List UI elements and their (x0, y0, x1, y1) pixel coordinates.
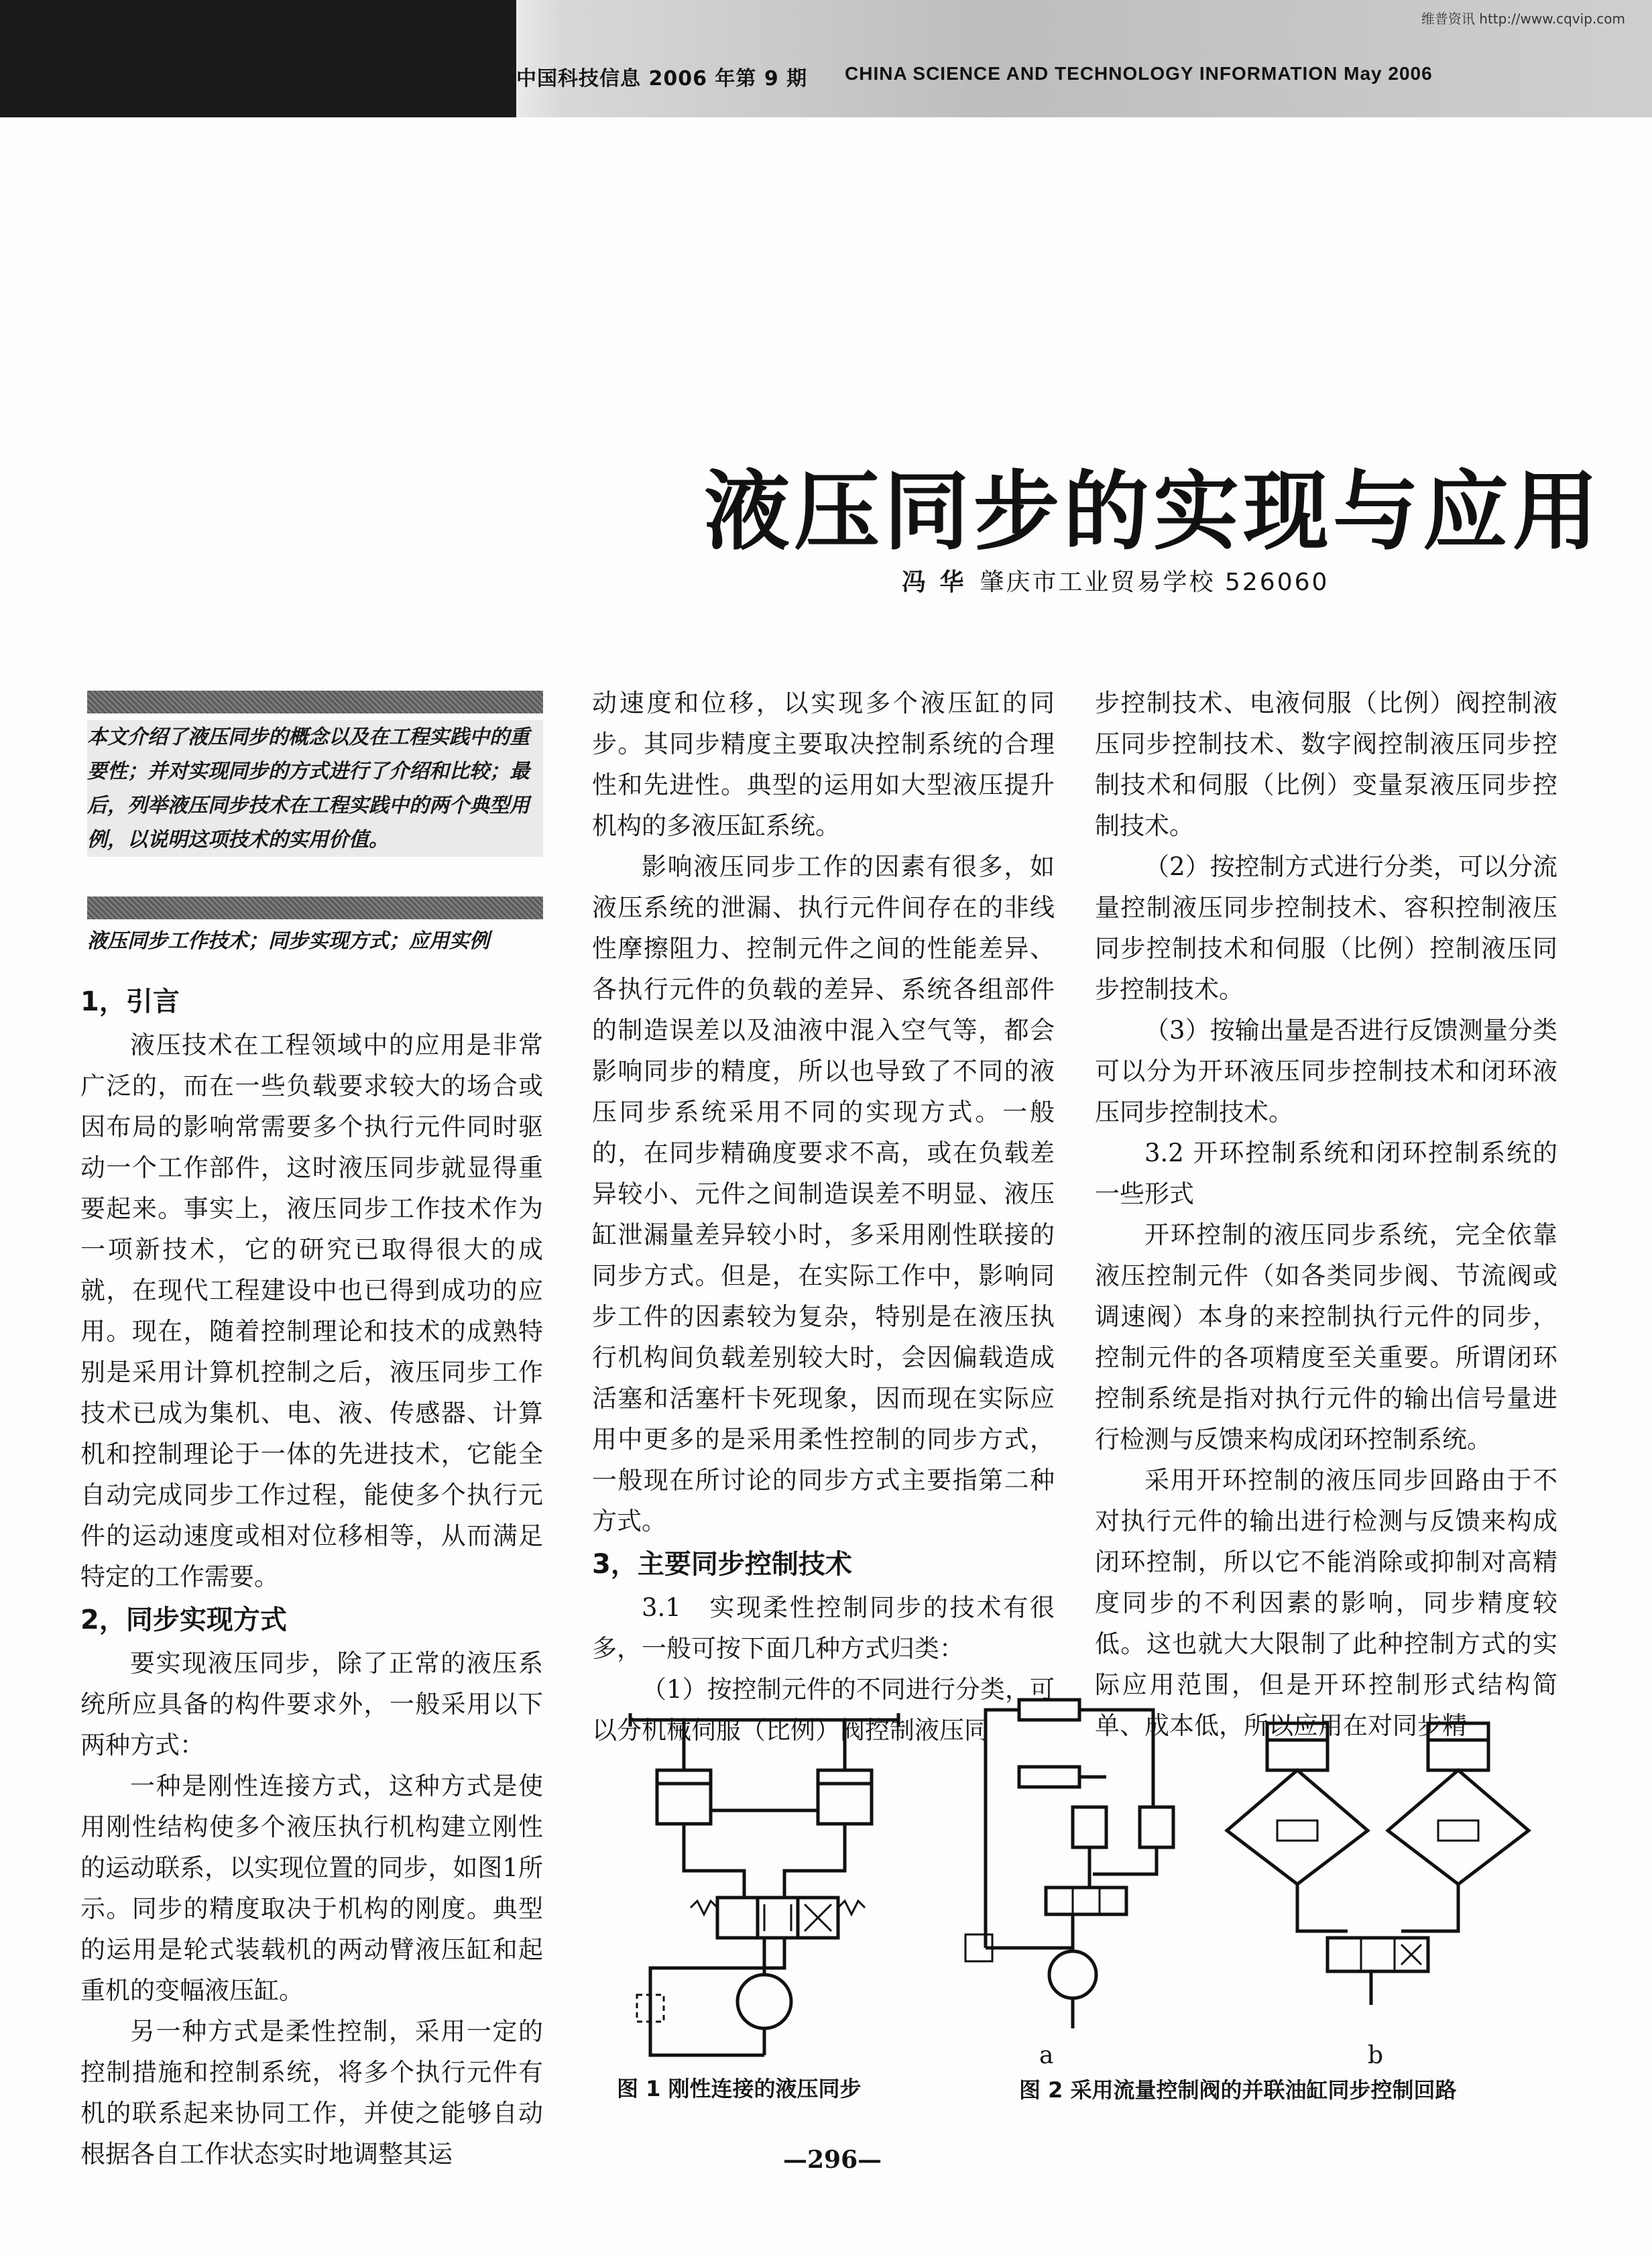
paragraph: 一种是刚性连接方式，这种方式是使用刚性结构使多个液压执行机构建立刚性的运动联系，以实现位置的同步，如图1所示。同步的精度取决于机构的刚度。典型的运用是轮式装载机的两动臂液压缸和起重机的变幅液压缸。 (80, 1772, 543, 2005)
figure-2a-diagram (939, 1693, 1180, 2042)
valve-block-1 (717, 1898, 758, 1938)
figure-2b-label: b (1368, 2042, 1384, 2069)
author-affiliation: 肇庆市工业贸易学校 526060 (980, 569, 1330, 596)
subsection-heading-3-2: 3.2 开环控制系统和闭环控制系统的一些形式 (1095, 1139, 1557, 1208)
watermark-link[interactable]: 维普资讯 http://www.cqvip.com (1421, 11, 1625, 27)
directional-valve-b (1328, 1938, 1428, 1971)
paragraph: 另一种方式是柔性控制，采用一定的控制措施和控制系统，将多个执行元件有机的联系起来协同工作，并使之能够自动根据各自工作状态实时地调整其运 (80, 2017, 543, 2168)
directional-valve (1046, 1888, 1126, 1914)
section-heading-3: 3，主要同步控制技术 (592, 1549, 852, 1580)
author-name: 冯 华 (902, 569, 967, 596)
cylinder-a-bottom (1019, 1767, 1079, 1787)
page-number: —296— (783, 2146, 882, 2174)
cylinder-a-top (1019, 1700, 1079, 1720)
pump (738, 1975, 791, 2028)
spring-left (691, 1901, 717, 1914)
paragraph: （3）按输出量是否进行反馈测量分类可以分为开环液压同步控制技术和闭环液压同步控制技术。 (1095, 1016, 1557, 1126)
paragraph: 采用开环控制的液压同步回路由于不对执行元件的输出进行检测与反馈来构成闭环控制，所以它不能消除或抑制对高精度同步的不利因素的影响，同步精度较低。这也就大大限制了此种控制方式的实际应用范围，但是开环控制形式结构简单、成本低，所以应用在对同步精 (1095, 1466, 1557, 1740)
paragraph: 液压技术在工程领域中的应用是非常广泛的，而在一些负载要求较大的场合或因布局的影响常需要多个执行元件同时驱动一个工作部件，这时液压同步就显得重要起来。事实上，液压同步工作技术作为一项新技术，它的研究已取得很大的成就，在现代工程建设中也已得到成功的应用。现在，随着控制理论和技术的成熟特别是采用计算机控制之后，液压同步工作技术已成为集机、电、液、传感器、计算机和控制理论于一体的先进技术，它能全自动完成同步工作过程，能使多个执行元件的运动速度或相对位移相等，从而满足特定的工作需要。 (80, 1031, 543, 1591)
byline (902, 563, 1329, 597)
section-heading-2: 2，同步实现方式 (80, 1605, 287, 1635)
cylinder-b-right (1428, 1723, 1488, 1770)
journal-title-cn: 中国科技信息 2006 年第 9 期 (516, 67, 808, 91)
abstract: 本文介绍了液压同步的概念以及在工程实践中的重要性；并对实现同步的方式进行了介绍和比较；最后，列举液压同步技术在工程实践中的两个典型用例，以说明这项技术的实用价值。 (87, 720, 543, 857)
section-heading-1: 1，引言 (80, 986, 180, 1017)
flow-valve-right (1438, 1820, 1478, 1841)
flow-valve-left (1277, 1820, 1317, 1841)
pump-a (1049, 1951, 1096, 1998)
cylinder-left (657, 1770, 711, 1824)
paragraph: （1）按控制元件的不同进行分类，可以分机械伺服（比例）阀控制液压同 (592, 1675, 1055, 1745)
paragraph: 动速度和位移，以实现多个液压缸的同步。其同步精度主要取决控制系统的合理性和先进性。典型的运用如大型液压提升机构的多液压缸系统。 (592, 689, 1055, 840)
figure-1-diagram (624, 1706, 905, 2069)
figure-2-caption: 图 2 采用流量控制阀的并联油缸同步控制回路 (1019, 2077, 1457, 2103)
spring-right (838, 1901, 865, 1914)
flow-control-valve-2 (1140, 1807, 1173, 1847)
paragraph: 3.1 实现柔性控制同步的技术有很多，一般可按下面几种方式归类： (592, 1593, 1055, 1663)
keywords: 液压同步工作技术；同步实现方式；应用实例 (87, 929, 489, 953)
paragraph: （2）按控制方式进行分类，可以分流量控制液压同步控制技术、容积控制液压同步控制技术和伺服（比例）控制液压同步控制技术。 (1095, 852, 1557, 1004)
paragraph: 要实现液压同步，除了正常的液压系统所应具备的构件要求外，一般采用以下两种方式： (80, 1649, 543, 1759)
abstract-header-bar (87, 691, 543, 713)
paragraph: 开环控制的液压同步系统，完全依靠液压控制元件（如各类同步阀、节流阀或调速阀）本身的来控制执行元件的同步，控制元件的各项精度至关重要。所谓闭环控制系统是指对执行元件的输出信号量进行检测与反馈来构成闭环控制系统。 (1095, 1220, 1557, 1454)
paragraph: 步控制技术、电液伺服（比例）阀控制液压同步控制技术、数字阀控制液压同步控制技术和伺服（比例）变量泵液压同步控制技术。 (1095, 689, 1557, 840)
keywords-header-bar (87, 896, 543, 919)
cylinder-b-left (1267, 1723, 1328, 1770)
figure-2b-diagram (1214, 1717, 1542, 2025)
cylinder-right (818, 1770, 872, 1824)
header-dark-block (0, 0, 516, 117)
article-title: 液压同步的实现与应用 (704, 461, 1603, 562)
paragraph: 影响液压同步工作的因素有很多，如液压系统的泄漏、执行元件间存在的非线性摩擦阻力、控制元件之间的性能差异、各执行元件的负载的差异、系统各组部件的制造误差以及油液中混入空气等，都会影响同步的精度，所以也导致了不同的液压同步系统采用不同的实现方式。一般的，在同步精确度要求不高，或在负载差异较小、元件之间制造误差不明显、液压缸泄漏量差异较小时，多采用刚性联接的同步方式。但是，在实际工作中，影响同步工件的因素较为复杂，特别是在液压执行机构间负载差别较大时，会因偏载造成活塞和活塞杆卡死现象，因而现在实际应用中更多的是采用柔性控制的同步方式，一般现在所讨论的同步方式主要指第二种方式。 (592, 852, 1055, 1536)
bridge-circuit-right (1388, 1770, 1529, 1884)
flow-control-valve-1 (1073, 1807, 1106, 1847)
column-2 (592, 683, 1055, 1751)
journal-title-en: CHINA SCIENCE AND TECHNOLOGY INFORMATION May 2006 (845, 63, 1433, 84)
column-1 (80, 979, 543, 2175)
bridge-circuit-left (1227, 1770, 1368, 1884)
figure-2a-label: a (1039, 2042, 1054, 2069)
figure-1-caption: 图 1 刚性连接的液压同步 (617, 2076, 862, 2101)
column-3 (1095, 683, 1557, 1746)
